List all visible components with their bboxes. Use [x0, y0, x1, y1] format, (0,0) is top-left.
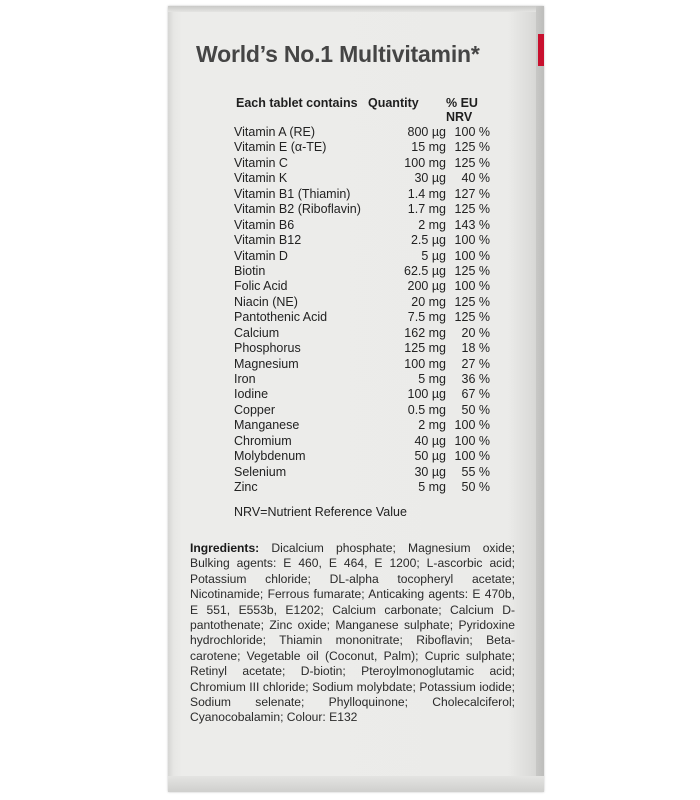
nutrient-table — [234, 125, 494, 496]
table-row — [234, 326, 494, 341]
table-row — [234, 171, 494, 186]
nutrient-quantity: 162 mg — [404, 325, 446, 340]
nrv-header-line-1: % EU — [446, 96, 478, 110]
nutrient-nrv: 125 % — [454, 140, 490, 155]
nutrient-quantity: 800 µg — [407, 125, 446, 139]
table-row — [234, 449, 494, 464]
table-row — [234, 295, 494, 310]
nrv-footnote: NRV=Nutrient Reference Value — [234, 505, 407, 519]
table-row — [234, 372, 494, 387]
nutrient-quantity: 100 mg — [404, 155, 446, 170]
nutrient-nrv: 100 % — [454, 125, 490, 139]
nutrient-nrv: 27 % — [461, 356, 490, 371]
nutrient-name: Vitamin B12 — [234, 233, 302, 248]
table-row — [234, 480, 494, 495]
nutrient-name: Phosphorus — [234, 341, 301, 356]
nutrient-name: Calcium — [234, 325, 280, 340]
table-row — [234, 187, 494, 202]
nutrient-quantity: 100 µg — [407, 387, 446, 402]
nutrient-nrv: 100 % — [454, 449, 490, 464]
product-headline: World’s No.1 Multivitamin* — [196, 41, 480, 67]
nutrient-quantity: 15 mg — [411, 140, 446, 155]
nutrient-quantity: 30 µg — [414, 464, 446, 479]
nutrient-quantity: 50 µg — [414, 449, 446, 464]
nutrient-quantity: 1.4 mg — [407, 186, 446, 201]
nutrient-name: Vitamin B2 (Riboflavin) — [234, 202, 361, 217]
nutrient-nrv: 55 % — [461, 464, 490, 479]
nutrient-name: Manganese — [234, 418, 300, 433]
box-bottom-edge — [168, 776, 544, 792]
brand-accent-stripe — [538, 34, 544, 66]
nutrient-quantity: 30 µg — [414, 171, 446, 186]
nutrient-nrv: 67 % — [461, 387, 490, 402]
nutrient-nrv: 18 % — [461, 341, 490, 356]
ingredients-label: Ingredients: — [190, 541, 260, 555]
nutrient-name: Vitamin B1 (Thiamin) — [234, 186, 351, 201]
nutrient-name: Vitamin K — [234, 171, 288, 186]
ingredients-paragraph — [190, 541, 515, 726]
table-row — [234, 357, 494, 372]
nrv-column-header — [446, 96, 478, 124]
nutrient-name: Folic Acid — [234, 279, 288, 294]
nutrient-nrv: 40 % — [461, 171, 490, 186]
nutrient-name: Zinc — [234, 480, 258, 495]
nutrient-name: Vitamin E (α-TE) — [234, 140, 327, 155]
nutrient-name: Iodine — [234, 387, 269, 402]
nutrient-nrv: 100 % — [454, 233, 490, 248]
nutrient-nrv: 36 % — [461, 372, 490, 386]
table-row — [234, 202, 494, 217]
nutrient-nrv: 100 % — [454, 433, 490, 448]
ingredients-text: Dicalcium phosphate; Magnesium oxide; Bulking agents: E 460, E 464, E 1200; L-ascorbic acid; Potassium chloride; DL-alpha tocopheryl acetate; Nicotinamide; Ferrous fumarate; Anticaking agents: E 470b, E 551, E553b, E1202; Calcium carbonate; Calcium D-pantothenate; Zinc oxide; Manganese sulphate; Pyridoxine hydrochloride; Thiamin mononitrate; Riboflavin; Beta-carotene; Vegetable oil (Coconut, Palm); Cupric sulphate; Retinyl acetate; D-biotin; Pteroylmonoglutamic acid; Chromium III chloride; Sodium molybdate; Potassium iodide; Sodium selenate; Phylloquinone; Cholecalciferol; Cyanocobalamin; Colour: E132 — [190, 541, 515, 725]
table-row — [234, 387, 494, 402]
nutrient-quantity: 5 mg — [418, 372, 446, 386]
nutrient-nrv: 100 % — [454, 279, 490, 294]
nutrient-nrv: 125 % — [454, 263, 490, 278]
nutrient-name: Biotin — [234, 263, 266, 278]
nutrient-quantity: 200 µg — [407, 279, 446, 294]
nutrient-nrv: 50 % — [461, 480, 490, 495]
nutrient-quantity: 5 mg — [418, 480, 446, 495]
nutrient-name: Iron — [234, 372, 256, 386]
table-row — [234, 465, 494, 480]
nutrient-quantity: 2.5 µg — [410, 233, 446, 248]
nutrient-nrv: 143 % — [454, 217, 490, 232]
nutrient-nrv: 100 % — [454, 418, 490, 433]
nutrient-name: Vitamin A (RE) — [234, 125, 316, 139]
nutrient-name: Vitamin B6 — [234, 217, 295, 232]
nutrient-nrv: 125 % — [454, 294, 490, 309]
table-row — [234, 218, 494, 233]
nutrient-quantity: 125 mg — [404, 341, 446, 356]
box-right-face — [536, 6, 544, 792]
table-row — [234, 264, 494, 279]
nutrient-name: Chromium — [234, 433, 292, 448]
nrv-header-line-2: NRV — [446, 110, 473, 124]
quantity-column-header: Quantity — [368, 96, 419, 110]
nutrient-nrv: 125 % — [454, 155, 490, 170]
nutrient-quantity: 0.5 mg — [407, 402, 446, 417]
nutrient-quantity: 100 mg — [404, 356, 446, 371]
nutrient-nrv: 100 % — [454, 248, 490, 263]
table-row — [234, 140, 494, 155]
nutrient-name: Pantothenic Acid — [234, 310, 328, 325]
table-row — [234, 341, 494, 356]
nutrient-name: Molybdenum — [234, 449, 306, 464]
table-row — [234, 249, 494, 264]
nutrient-nrv: 127 % — [454, 186, 490, 201]
nutrient-quantity: 7.5 mg — [407, 310, 446, 325]
nutrient-column-header: Each tablet contains — [236, 96, 358, 110]
table-row — [234, 233, 494, 248]
box-top-edge — [168, 6, 544, 12]
nutrient-quantity: 1.7 mg — [407, 202, 446, 217]
nutrient-name: Vitamin D — [234, 248, 288, 263]
table-row — [234, 434, 494, 449]
nutrient-name: Copper — [234, 402, 275, 417]
nutrient-quantity: 62.5 µg — [404, 263, 446, 278]
nutrient-name: Magnesium — [234, 356, 299, 371]
nutrient-quantity: 5 µg — [421, 248, 446, 263]
nutrient-nrv: 125 % — [454, 202, 490, 217]
nutrient-nrv: 50 % — [461, 402, 490, 417]
nutrient-quantity: 2 mg — [418, 418, 446, 433]
nutrient-quantity: 20 mg — [411, 294, 446, 309]
nutrient-name: Niacin (NE) — [234, 294, 298, 309]
table-row — [234, 125, 494, 140]
table-row — [234, 310, 494, 325]
table-row — [234, 403, 494, 418]
nutrient-quantity: 40 µg — [414, 433, 446, 448]
nutrient-nrv: 125 % — [454, 310, 490, 325]
nutrient-name: Selenium — [234, 464, 287, 479]
nutrient-quantity: 2 mg — [418, 217, 446, 232]
table-row — [234, 418, 494, 433]
nutrient-nrv: 20 % — [461, 325, 490, 340]
table-row — [234, 156, 494, 171]
nutrient-name: Vitamin C — [234, 155, 288, 170]
table-row — [234, 279, 494, 294]
